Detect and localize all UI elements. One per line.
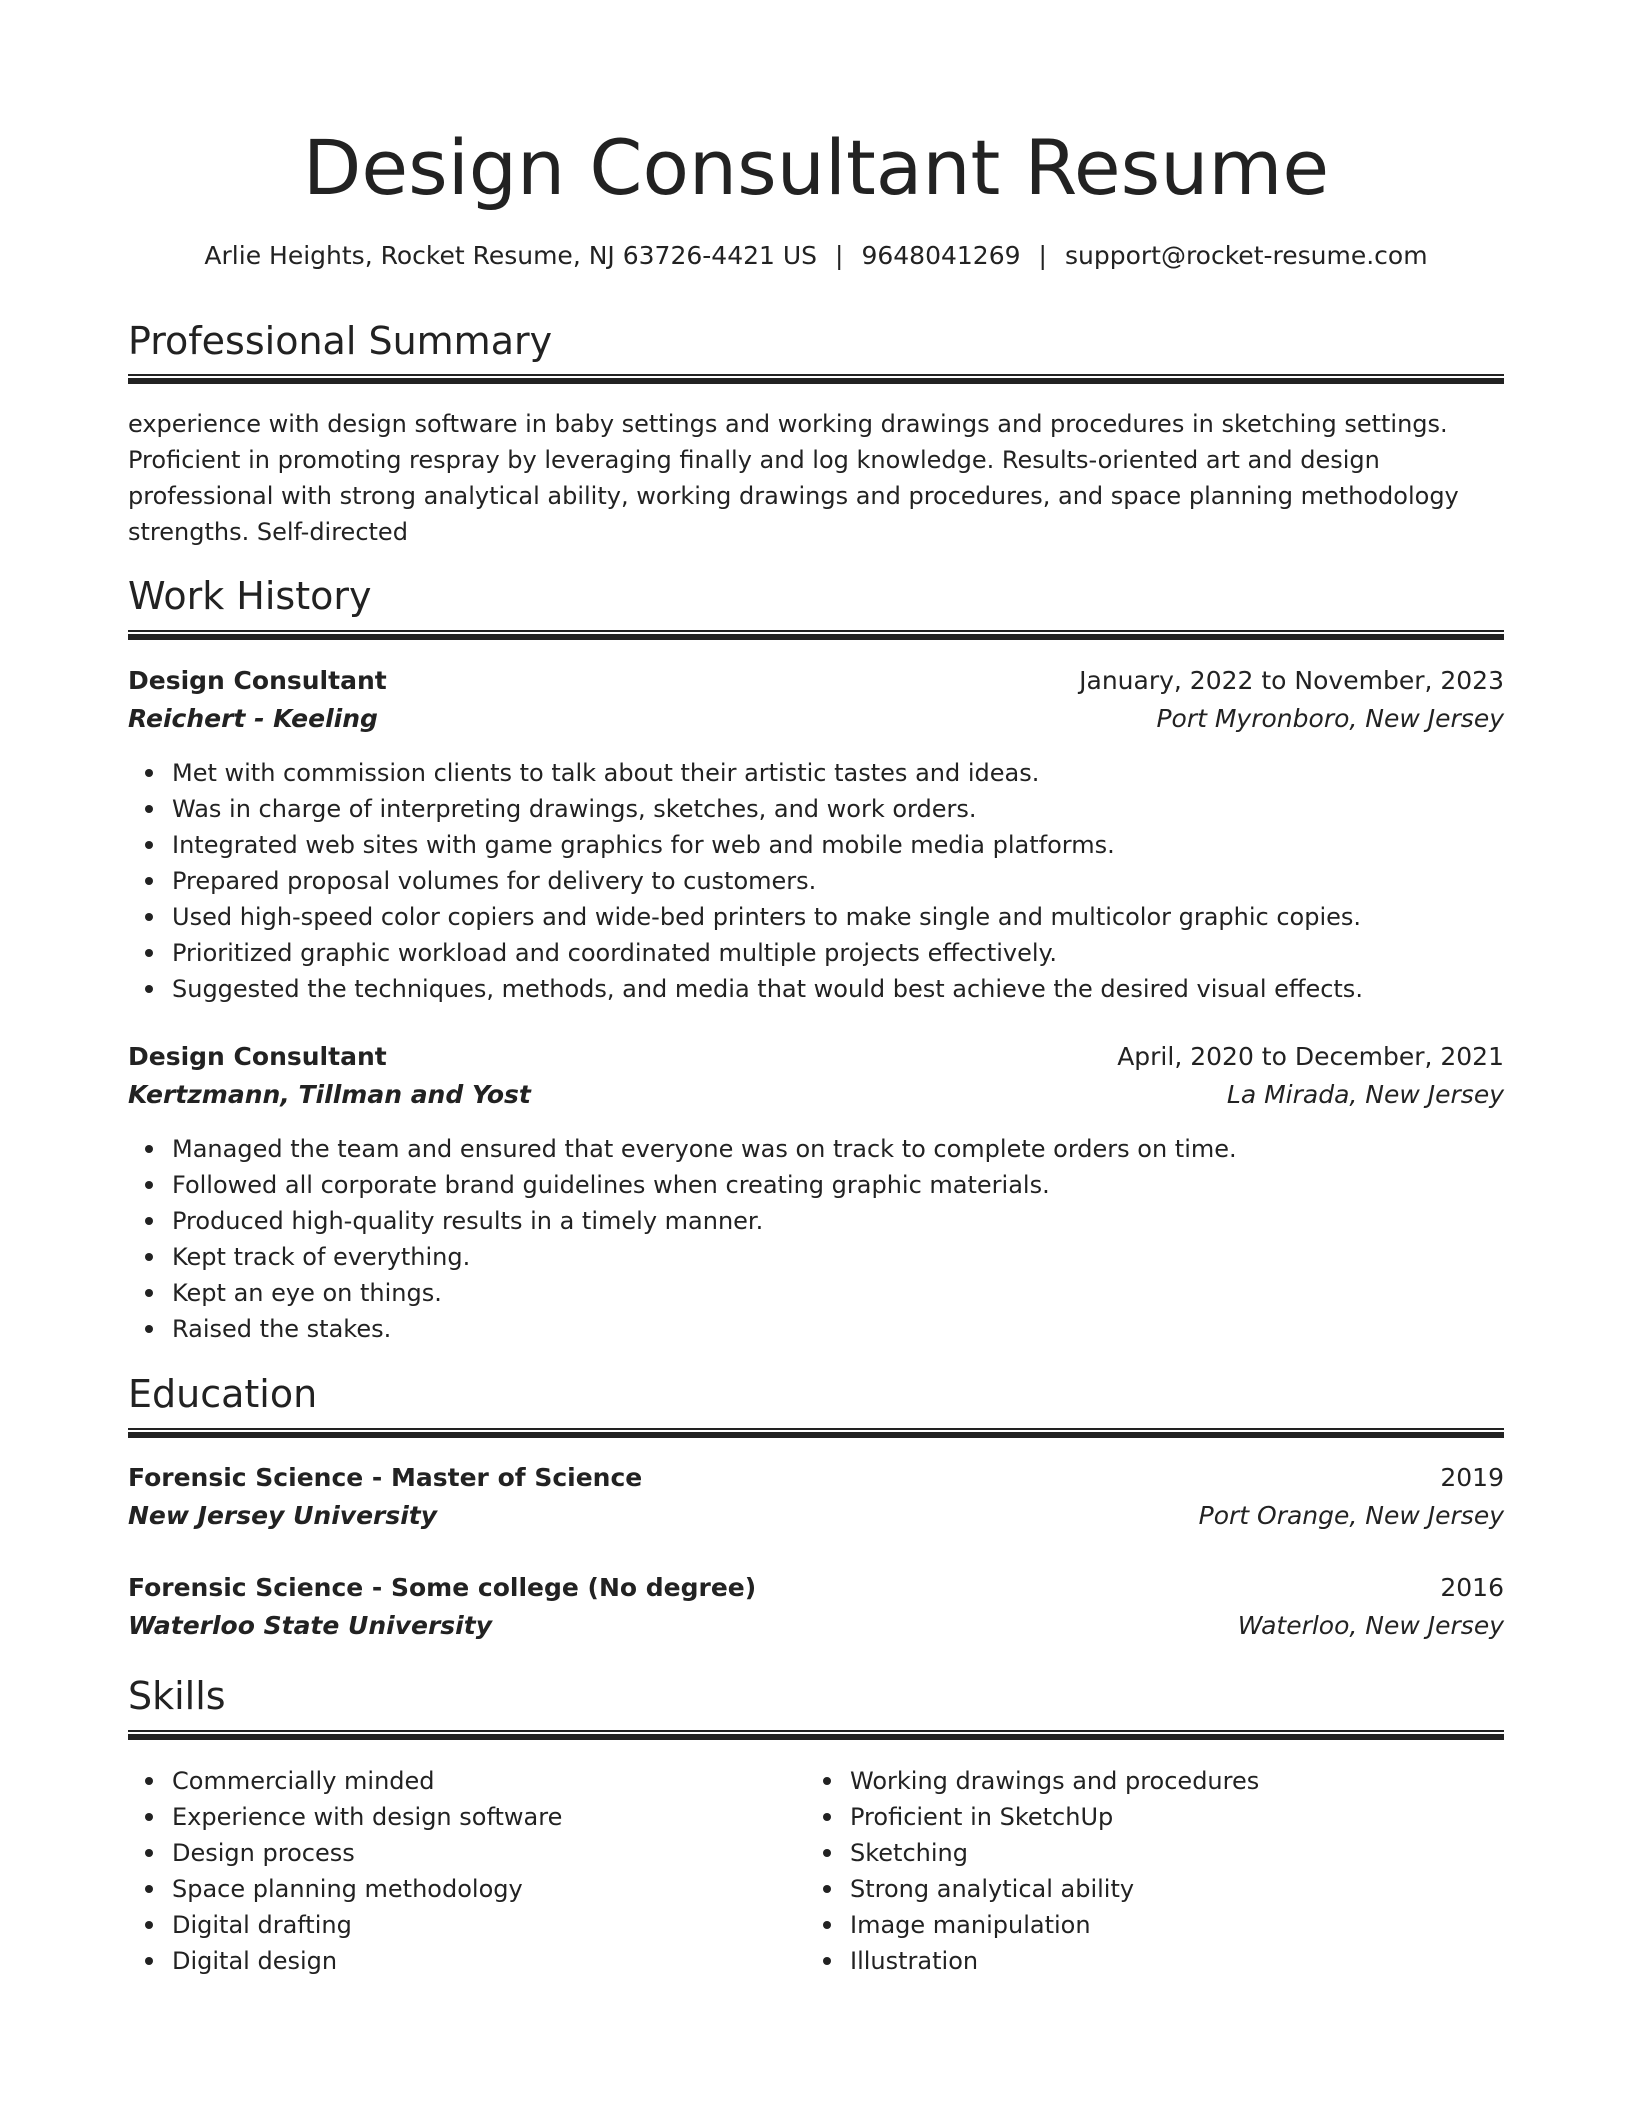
skill-item: Design process bbox=[172, 1835, 562, 1871]
skills-list-right bbox=[806, 1763, 1259, 1979]
job-bullets bbox=[128, 1131, 1237, 1347]
job-title: Design Consultant bbox=[128, 1042, 387, 1071]
contact-separator: | bbox=[1038, 241, 1047, 270]
section-divider bbox=[128, 374, 1504, 384]
education-year: 2016 bbox=[1440, 1573, 1504, 1602]
contact-line bbox=[128, 238, 1504, 274]
job-company: Reichert - Keeling bbox=[128, 704, 378, 733]
list-item: Managed the team and ensured that everyone was on track to complete orders on time. bbox=[172, 1131, 1237, 1167]
education-degree: Forensic Science - Master of Science bbox=[128, 1463, 643, 1492]
skill-item: Strong analytical ability bbox=[850, 1871, 1259, 1907]
list-item: Prepared proposal volumes for delivery to customers. bbox=[172, 863, 1363, 899]
education-location: Port Orange, New Jersey bbox=[1198, 1501, 1504, 1530]
summary-text: experience with design software in baby settings and working drawings and procedures in sketching settings. Proficient in promoting respray by leveraging finally and log knowledge. Results-oriented art and design professional with strong analytical ability, working drawings and procedures, and space planning methodology strengths. Self-directed bbox=[128, 410, 1459, 546]
job-title: Design Consultant bbox=[128, 666, 387, 695]
section-divider bbox=[128, 1428, 1504, 1438]
job-location: Port Myronboro, New Jersey bbox=[1156, 704, 1504, 733]
job-subheader bbox=[128, 1076, 1504, 1114]
section-divider bbox=[128, 1730, 1504, 1740]
list-item: Met with commission clients to talk about their artistic tastes and ideas. bbox=[172, 755, 1363, 791]
contact-separator: | bbox=[835, 241, 844, 270]
skill-item: Working drawings and procedures bbox=[850, 1763, 1259, 1799]
list-item: Prioritized graphic workload and coordinated multiple projects effectively. bbox=[172, 935, 1363, 971]
skill-item: Commercially minded bbox=[172, 1763, 562, 1799]
section-heading-skills: Skills bbox=[128, 1674, 226, 1718]
skill-item: Experience with design software bbox=[172, 1799, 562, 1835]
list-item: Kept track of everything. bbox=[172, 1239, 1237, 1275]
job-header bbox=[128, 1038, 1504, 1076]
job-location: La Mirada, New Jersey bbox=[1226, 1080, 1504, 1109]
job-bullets bbox=[128, 755, 1363, 1007]
list-item: Kept an eye on things. bbox=[172, 1275, 1237, 1311]
list-item: Integrated web sites with game graphics for web and mobile media platforms. bbox=[172, 827, 1363, 863]
section-heading-work: Work History bbox=[128, 574, 372, 618]
list-item: Followed all corporate brand guidelines when creating graphic materials. bbox=[172, 1167, 1237, 1203]
education-school: Waterloo State University bbox=[128, 1611, 492, 1640]
education-subheader bbox=[128, 1497, 1504, 1535]
contact-email: support@rocket-resume.com bbox=[1064, 241, 1428, 270]
skill-item: Digital drafting bbox=[172, 1907, 562, 1943]
education-degree: Forensic Science - Some college (No degree) bbox=[128, 1573, 757, 1602]
education-school: New Jersey University bbox=[128, 1501, 438, 1530]
education-header bbox=[128, 1459, 1504, 1497]
skill-item: Digital design bbox=[172, 1943, 562, 1979]
education-header bbox=[128, 1569, 1504, 1607]
contact-phone: 9648041269 bbox=[861, 241, 1021, 270]
list-item: Used high-speed color copiers and wide-bed printers to make single and multicolor graphic copies. bbox=[172, 899, 1363, 935]
list-item: Produced high-quality results in a timely manner. bbox=[172, 1203, 1237, 1239]
skill-item: Illustration bbox=[850, 1943, 1259, 1979]
skill-item: Proficient in SketchUp bbox=[850, 1799, 1259, 1835]
contact-address: Arlie Heights, Rocket Resume, NJ 63726-4421 US bbox=[204, 241, 818, 270]
skill-item: Sketching bbox=[850, 1835, 1259, 1871]
skills-list-left bbox=[128, 1763, 562, 1979]
section-heading-summary: Professional Summary bbox=[128, 319, 553, 363]
education-year: 2019 bbox=[1440, 1463, 1504, 1492]
education-location: Waterloo, New Jersey bbox=[1237, 1611, 1504, 1640]
skill-item: Space planning methodology bbox=[172, 1871, 562, 1907]
job-company: Kertzmann, Tillman and Yost bbox=[128, 1080, 531, 1109]
education-subheader bbox=[128, 1607, 1504, 1645]
list-item: Suggested the techniques, methods, and media that would best achieve the desired visual effects. bbox=[172, 971, 1363, 1007]
job-subheader bbox=[128, 700, 1504, 738]
resume-title: Design Consultant Resume bbox=[302, 123, 1330, 212]
section-heading-education: Education bbox=[128, 1372, 318, 1416]
job-dates: April, 2020 to December, 2021 bbox=[1117, 1042, 1504, 1071]
job-header bbox=[128, 662, 1504, 700]
section-divider bbox=[128, 630, 1504, 640]
list-item: Raised the stakes. bbox=[172, 1311, 1237, 1347]
list-item: Was in charge of interpreting drawings, sketches, and work orders. bbox=[172, 791, 1363, 827]
skill-item: Image manipulation bbox=[850, 1907, 1259, 1943]
job-dates: January, 2022 to November, 2023 bbox=[1079, 666, 1504, 695]
